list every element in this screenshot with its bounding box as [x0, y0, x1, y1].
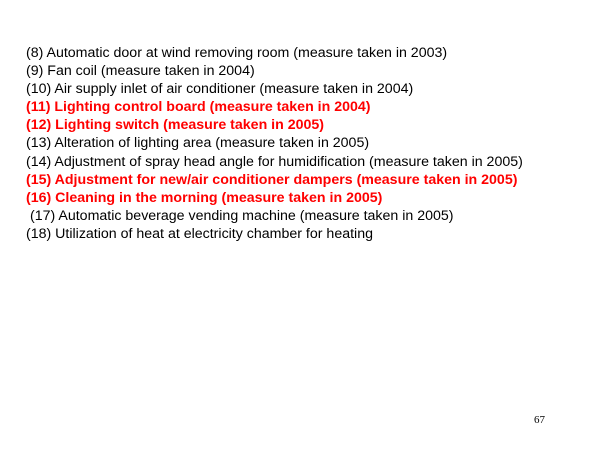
- measure-list: [26, 44, 586, 243]
- list-item-9: (9) Fan coil (measure taken in 2004): [26, 63, 255, 80]
- list-item-13: (13) Alteration of lighting area (measure taken in 2005): [26, 135, 370, 152]
- list-item-10: (10) Air supply inlet of air conditioner (measure taken in 2004): [26, 81, 414, 98]
- page-number: 67: [534, 414, 545, 426]
- list-item-12: (12) Lighting switch (measure taken in 2005): [26, 117, 325, 134]
- list-item-16: (16) Cleaning in the morning (measure taken in 2005): [26, 189, 383, 206]
- list-item-18: (18) Utilization of heat at electricity chamber for heating: [26, 225, 373, 242]
- list-item-15: (15) Adjustment for new/air conditioner dampers (measure taken in 2005): [26, 171, 518, 188]
- list-item-11: (11) Lighting control board (measure taken in 2004): [26, 99, 371, 116]
- list-item-8: (8) Automatic door at wind removing room (measure taken in 2003): [26, 45, 448, 61]
- list-item-14: (14) Adjustment of spray head angle for humidification (measure taken in 2005): [26, 153, 523, 170]
- list-item-17: (17) Automatic beverage vending machine (measure taken in 2005): [30, 207, 454, 224]
